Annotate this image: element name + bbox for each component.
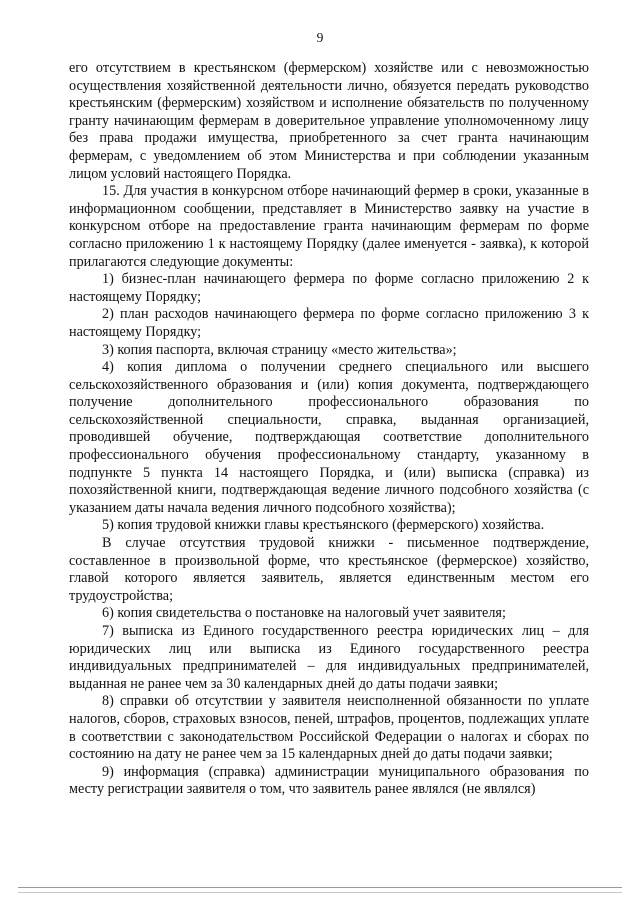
list-item-1: 1) бизнес-план начинающего фермера по форме согласно приложению 2 к настоящему Порядку;	[69, 271, 589, 305]
list-item-3: 3) копия паспорта, включая страницу «место жительства»;	[102, 341, 457, 358]
list-item-2: 2) план расходов начинающего фермера по форме согласно приложению 3 к настоящему Порядку;	[69, 306, 589, 340]
paragraph-item-15: 15. Для участия в конкурсном отборе начинающий фермер в сроки, указанные в информационном сообщении, представляет в Министерство заявку на участие в конкурсном отборе на предоставление гранта начинающим фермерам по форме согласно приложению 1 к настоящему Порядку (далее именуется - заявка), к которой прилагаются следующие документы:	[69, 183, 589, 270]
paragraph-continuation: его отсутствием в крестьянском (фермерском) хозяйстве или с невозможностью осуществления хозяйственной деятельности лично, обязуется передать руководство крестьянским (фермерским) хозяйством и исполнение обязательств по полученному гранту начинающим фермерам в доверительное управление уполномоченному лицу без права продажи имущества, приобретенного за счет гранта начинающим фермерам, с уведомлением об этом Министерства и при соблюдении указанным лицом условий настоящего Порядка.	[69, 60, 589, 182]
list-item-5: 5) копия трудовой книжки главы крестьянского (фермерского) хозяйства.	[102, 517, 545, 534]
list-item-6: 6) копия свидетельства о постановке на налоговый учет заявителя;	[102, 605, 506, 622]
scan-edge-line	[18, 887, 622, 888]
scan-edge-line-secondary	[18, 892, 622, 893]
document-body	[69, 60, 589, 799]
page-number: 9	[316, 30, 324, 45]
paragraph-no-employment-book: В случае отсутствия трудовой книжки - письменное подтверждение, составленное в произвольной форме, что крестьянское (фермерское) хозяйство, главой которого является заявитель, является единственным местом его трудоустройства;	[69, 535, 589, 604]
list-item-4: 4) копия диплома о получении среднего специального или высшего сельскохозяйственного образования и (или) копия документа, подтверждающего получение дополнительного профессионального образования по сельскохозяйственной специальности, справка, выданная организацией, проводившей обучение, подтверждающая соответствие дополнительного профессионального обучения профессиональному стандарту, указанному в подпункте 5 пункта 14 настоящего Порядка, и (или) выписка (справка) из похозяйственной книги, подтверждающая ведение личного подсобного хозяйства (с указанием даты начала ведения личного подсобного хозяйства);	[69, 359, 589, 516]
list-item-9: 9) информация (справка) администрации муниципального образования по месту регистрации заявителя о том, что заявитель ранее являлся (не являлся)	[69, 763, 589, 798]
list-item-8: 8) справки об отсутствии у заявителя неисполненной обязанности по уплате налогов, сборов, страховых взносов, пеней, штрафов, процентов, подлежащих уплате в соответствии с законодательством Российской Федерации о налогах и сборах по состоянию на дату не ранее чем за 15 календарных дней до даты подачи заявки;	[69, 693, 589, 763]
list-item-7: 7) выписка из Единого государственного реестра юридических лиц – для юридических лиц или выписка из Единого государственного реестра индивидуальных предпринимателей – для индивидуальных предпринимателей, выданная не ранее чем за 30 календарных дней до даты подачи заявки;	[69, 623, 589, 692]
